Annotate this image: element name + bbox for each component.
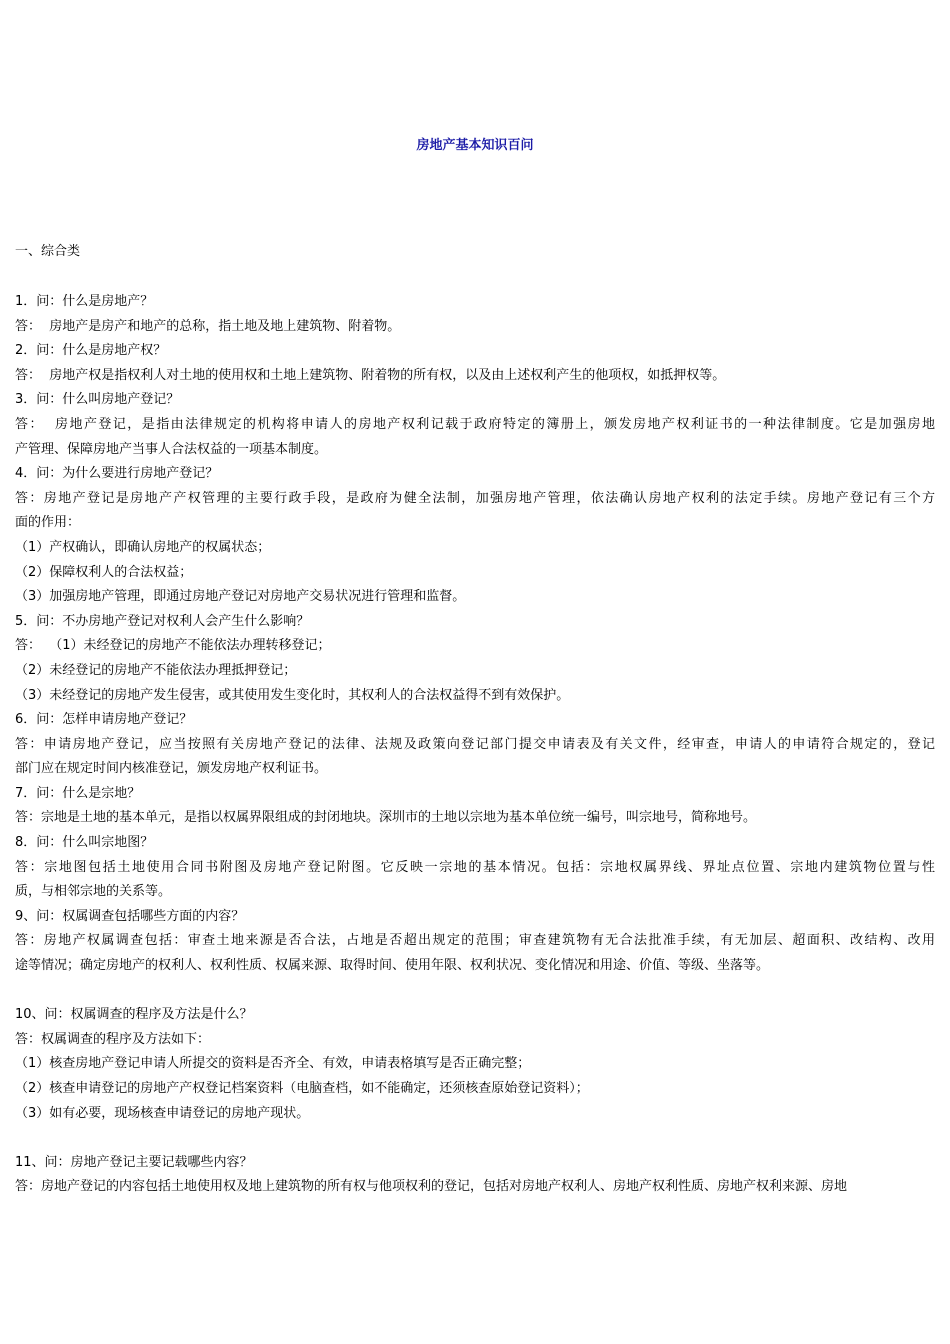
text-line: 答： 房地产登记，是指由法律规定的机构将申请人的房地产权利记载于政府特定的簿册上，颁发房地产权利证书的一种法律制度。它是加强房地 — [15, 416, 935, 432]
text-line: （2）保障权利人的合法权益； — [15, 564, 193, 580]
text-line: 答：房地产登记的内容包括土地使用权及地上建筑物的所有权与他项权利的登记，包括对房地产权利人、房地产权利性质、房地产权利来源、房地 — [15, 1179, 848, 1195]
text-line: 10、问：权属调查的程序及方法是什么？ — [15, 1007, 253, 1023]
text-line: 答： （1）未经登记的房地产不能依法办理转移登记； — [15, 638, 331, 654]
text-line: 答： 房地产权是指权利人对土地的使用权和土地上建筑物、附着物的所有权，以及由上述权利产生的他项权，如抵押权等。 — [15, 367, 726, 383]
text-line: 部门应在规定时间内核准登记，颁发房地产权利证书。 — [15, 761, 328, 777]
blank-line — [15, 1126, 935, 1151]
blank-line — [15, 979, 935, 1004]
text-line: 2．问：什么是房地产权？ — [15, 343, 167, 359]
text-line: 答：权属调查的程序及方法如下： — [15, 1031, 211, 1047]
text-line: （1）核查房地产登记申请人所提交的资料是否齐全、有效，申请表格填写是否正确完整； — [15, 1056, 531, 1072]
text-line: （2）未经登记的房地产不能依法办理抵押登记； — [15, 662, 297, 678]
text-line: 答：宗地是土地的基本单元，是指以权属界限组成的封闭地块。深圳市的土地以宗地为基本单位统一编号，叫宗地号，简称地号。 — [15, 810, 757, 826]
document-body — [15, 290, 935, 1200]
text-line: 答：房地产权属调查包括：审查土地来源是否合法，占地是否超出规定的范围；审查建筑物有无合法批准手续，有无加层、超面积、改结构、改用 — [15, 933, 935, 949]
text-line: 答：宗地图包括土地使用合同书附图及房地产登记附图。它反映一宗地的基本情况。包括：宗地权属界线、界址点位置、宗地内建筑物位置与性 — [15, 859, 935, 875]
text-line: （1）产权确认，即确认房地产的权属状态； — [15, 539, 271, 555]
text-line: （3）加强房地产管理，即通过房地产登记对房地产交易状况进行管理和监督。 — [15, 589, 466, 605]
text-line: 答：申请房地产登记，应当按照有关房地产登记的法律、法规及政策向登记部门提交申请表及有关文件，经审查，申请人的申请符合规定的，登记 — [15, 736, 935, 752]
text-line: 9、问：权属调查包括哪些方面的内容？ — [15, 908, 245, 924]
text-line: 4．问：为什么要进行房地产登记？ — [15, 466, 219, 482]
section-heading: 一、综合类 — [15, 244, 81, 259]
text-line: （2）核查申请登记的房地产产权登记档案资料（电脑查档，如不能确定，还须核查原始登记资料）； — [15, 1081, 589, 1096]
text-line: 1．问：什么是房地产？ — [15, 294, 154, 309]
text-line: 产管理、保障房地产当事人合法权益的一项基本制度。 — [15, 441, 328, 457]
text-line: 8．问：什么叫宗地图？ — [15, 835, 154, 851]
text-line: 5．问：不办房地产登记对权利人会产生什么影响？ — [15, 613, 310, 629]
text-line: 11、问：房地产登记主要记载哪些内容？ — [15, 1154, 253, 1170]
text-line: （3）如有必要，现场核查申请登记的房地产现状。 — [15, 1105, 310, 1121]
text-line: 答： 房地产是房产和地产的总称，指土地及地上建筑物、附着物。 — [15, 318, 401, 334]
text-line: （3）未经登记的房地产发生侵害，或其使用发生变化时，其权利人的合法权益得不到有效保护。 — [15, 687, 570, 703]
text-line: 6．问：怎样申请房地产登记？ — [15, 712, 193, 728]
text-line: 途等情况；确定房地产的权利人、权利性质、权属来源、取得时间、使用年限、权利状况、变化情况和用途、价值、等级、坐落等。 — [15, 958, 770, 974]
text-line: 面的作用： — [15, 515, 81, 531]
text-line: 质，与相邻宗地的关系等。 — [15, 884, 172, 900]
text-line: 7．问：什么是宗地？ — [15, 785, 141, 801]
document-title: 房地产基本知识百问 — [416, 138, 534, 153]
text-line: 答：房地产登记是房地产产权管理的主要行政手段，是政府为健全法制，加强房地产管理，依法确认房地产权利的法定手续。房地产登记有三个方 — [15, 490, 935, 506]
text-line: 3．问：什么叫房地产登记？ — [15, 392, 180, 408]
